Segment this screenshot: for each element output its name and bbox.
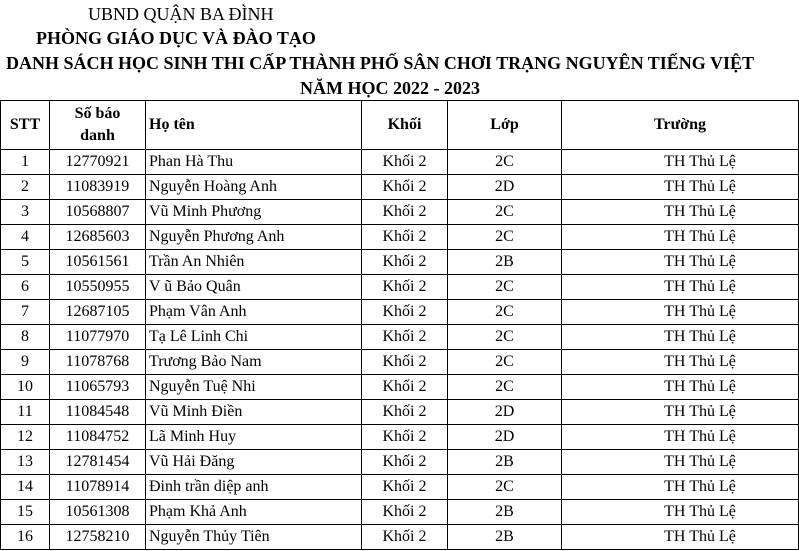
cell-student-name: Phan Hà Thu — [146, 150, 362, 175]
cell-grade: Khối 2 — [362, 175, 448, 200]
cell-student-id: 12781454 — [50, 450, 146, 475]
cell-student-id: 11078768 — [50, 350, 146, 375]
cell-student-name: Trần An Nhiên — [146, 250, 362, 275]
column-header-khoi: Khối — [362, 101, 448, 150]
cell-student-name: Vũ Hải Đăng — [146, 450, 362, 475]
cell-grade: Khối 2 — [362, 425, 448, 450]
cell-stt: 4 — [1, 225, 50, 250]
cell-student-id: 12685603 — [50, 225, 146, 250]
cell-grade: Khối 2 — [362, 250, 448, 275]
cell-class: 2C — [448, 325, 562, 350]
cell-stt: 1 — [1, 150, 50, 175]
cell-stt: 14 — [1, 475, 50, 500]
cell-class: 2C — [448, 475, 562, 500]
district-name: UBND QUẬN BA ĐÌNH — [88, 4, 274, 24]
cell-stt: 5 — [1, 250, 50, 275]
cell-student-name: Nguyễn Thủy Tiên — [146, 525, 362, 550]
table-row — [1, 250, 799, 275]
cell-stt: 7 — [1, 300, 50, 325]
cell-class: 2B — [448, 450, 562, 475]
cell-stt: 12 — [1, 425, 50, 450]
cell-school: TH Thủ Lệ — [562, 350, 799, 375]
table-row — [1, 425, 799, 450]
cell-student-id: 11083919 — [50, 175, 146, 200]
cell-grade: Khối 2 — [362, 400, 448, 425]
cell-class: 2C — [448, 150, 562, 175]
table-row — [1, 300, 799, 325]
column-header-truong: Trường — [562, 101, 799, 150]
cell-grade: Khối 2 — [362, 325, 448, 350]
cell-student-name: Phạm Khả Anh — [146, 500, 362, 525]
cell-student-id: 11077970 — [50, 325, 146, 350]
cell-school: TH Thủ Lệ — [562, 475, 799, 500]
table-row — [1, 275, 799, 300]
cell-stt: 16 — [1, 525, 50, 550]
cell-class: 2D — [448, 175, 562, 200]
cell-class: 2C — [448, 375, 562, 400]
cell-student-name: Đinh trần diệp anh — [146, 475, 362, 500]
column-header-name: Họ tên — [146, 101, 362, 150]
cell-stt: 2 — [1, 175, 50, 200]
column-header-lop: Lớp — [448, 101, 562, 150]
cell-student-name: Vũ Minh Phương — [146, 200, 362, 225]
cell-stt: 11 — [1, 400, 50, 425]
cell-school: TH Thủ Lệ — [562, 325, 799, 350]
cell-grade: Khối 2 — [362, 500, 448, 525]
cell-student-name: Nguyễn Hoàng Anh — [146, 175, 362, 200]
table-row — [1, 325, 799, 350]
column-header-sbd — [50, 101, 146, 150]
cell-school: TH Thủ Lệ — [562, 225, 799, 250]
document-title: DANH SÁCH HỌC SINH THI CẤP THÀNH PHỐ SÂN CHƠI TRẠNG NGUYÊN TIẾNG VIỆT — [6, 53, 754, 73]
cell-stt: 10 — [1, 375, 50, 400]
cell-student-name: Vũ Minh Điền — [146, 400, 362, 425]
cell-student-name: V ũ Bảo Quân — [146, 275, 362, 300]
cell-student-id: 10561308 — [50, 500, 146, 525]
cell-student-id: 10550955 — [50, 275, 146, 300]
cell-grade: Khối 2 — [362, 450, 448, 475]
cell-grade: Khối 2 — [362, 350, 448, 375]
cell-student-id: 11084548 — [50, 400, 146, 425]
student-table — [0, 100, 799, 550]
cell-grade: Khối 2 — [362, 275, 448, 300]
cell-student-id: 10568807 — [50, 200, 146, 225]
cell-student-name: Nguyễn Tuệ Nhi — [146, 375, 362, 400]
column-header-sbd-line1: Số báo — [74, 105, 121, 122]
table-row — [1, 375, 799, 400]
cell-class: 2C — [448, 200, 562, 225]
column-header-stt: STT — [1, 101, 50, 150]
table-row — [1, 400, 799, 425]
cell-stt: 9 — [1, 350, 50, 375]
cell-class: 2C — [448, 350, 562, 375]
cell-student-name: Tạ Lê Linh Chi — [146, 325, 362, 350]
school-year: NĂM HỌC 2022 - 2023 — [300, 78, 480, 98]
cell-student-name: Phạm Vân Anh — [146, 300, 362, 325]
table-row — [1, 225, 799, 250]
cell-grade: Khối 2 — [362, 150, 448, 175]
table-header-row — [1, 101, 799, 150]
cell-student-id: 11078914 — [50, 475, 146, 500]
cell-school: TH Thủ Lệ — [562, 425, 799, 450]
cell-school: TH Thủ Lệ — [562, 175, 799, 200]
cell-class: 2D — [448, 425, 562, 450]
cell-grade: Khối 2 — [362, 225, 448, 250]
cell-student-name: Trương Bảo Nam — [146, 350, 362, 375]
table-row — [1, 450, 799, 475]
cell-student-id: 11065793 — [50, 375, 146, 400]
cell-stt: 6 — [1, 275, 50, 300]
department-name: PHÒNG GIÁO DỤC VÀ ĐÀO TẠO — [36, 28, 316, 48]
cell-student-id: 10561561 — [50, 250, 146, 275]
cell-school: TH Thủ Lệ — [562, 275, 799, 300]
table-row — [1, 175, 799, 200]
table-row — [1, 475, 799, 500]
cell-stt: 8 — [1, 325, 50, 350]
cell-school: TH Thủ Lệ — [562, 250, 799, 275]
table-row — [1, 200, 799, 225]
cell-grade: Khối 2 — [362, 375, 448, 400]
cell-stt: 13 — [1, 450, 50, 475]
cell-stt: 3 — [1, 200, 50, 225]
cell-class: 2D — [448, 400, 562, 425]
cell-grade: Khối 2 — [362, 300, 448, 325]
cell-school: TH Thủ Lệ — [562, 150, 799, 175]
cell-class: 2C — [448, 300, 562, 325]
cell-grade: Khối 2 — [362, 200, 448, 225]
cell-student-id: 11084752 — [50, 425, 146, 450]
cell-school: TH Thủ Lệ — [562, 375, 799, 400]
cell-school: TH Thủ Lệ — [562, 525, 799, 550]
cell-school: TH Thủ Lệ — [562, 200, 799, 225]
cell-school: TH Thủ Lệ — [562, 400, 799, 425]
table-row — [1, 500, 799, 525]
cell-student-id: 12687105 — [50, 300, 146, 325]
cell-class: 2C — [448, 275, 562, 300]
cell-student-id: 12770921 — [50, 150, 146, 175]
table-row — [1, 350, 799, 375]
cell-grade: Khối 2 — [362, 475, 448, 500]
column-header-sbd-line2: danh — [80, 127, 115, 144]
cell-class: 2B — [448, 500, 562, 525]
table-row — [1, 525, 799, 550]
cell-stt: 15 — [1, 500, 50, 525]
cell-class: 2B — [448, 250, 562, 275]
cell-student-name: Nguyễn Phương Anh — [146, 225, 362, 250]
table-row — [1, 150, 799, 175]
cell-grade: Khối 2 — [362, 525, 448, 550]
cell-class: 2C — [448, 225, 562, 250]
cell-student-name: Lã Minh Huy — [146, 425, 362, 450]
cell-school: TH Thủ Lệ — [562, 300, 799, 325]
cell-student-id: 12758210 — [50, 525, 146, 550]
cell-class: 2B — [448, 525, 562, 550]
cell-school: TH Thủ Lệ — [562, 450, 799, 475]
cell-school: TH Thủ Lệ — [562, 500, 799, 525]
